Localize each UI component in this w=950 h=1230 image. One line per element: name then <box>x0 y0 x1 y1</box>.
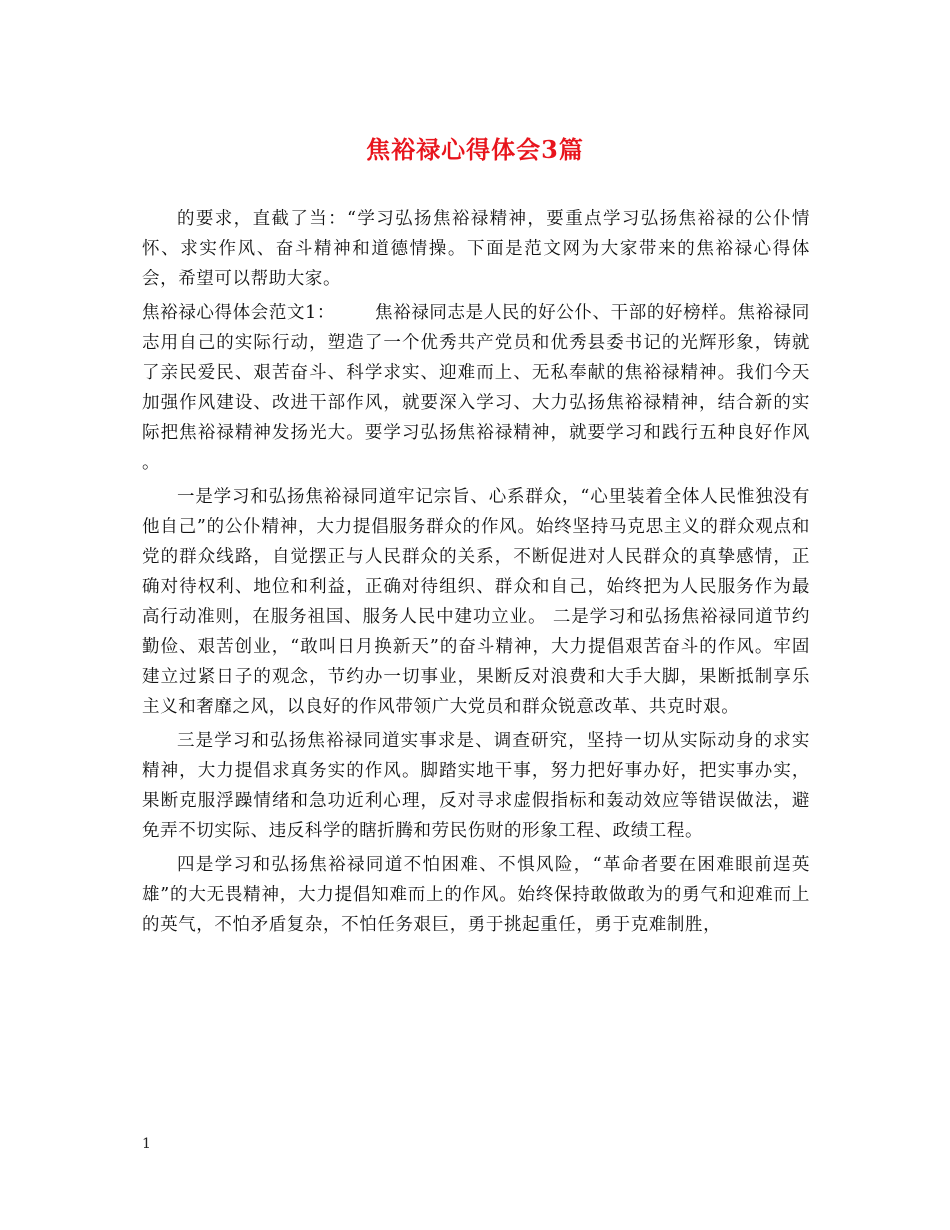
document-title: 焦裕禄心得体会3篇 <box>366 135 584 164</box>
page-number: 1 <box>142 1136 151 1152</box>
point-three-paragraph: 三是学习和弘扬焦裕禄同道实事求是、调查研究，坚持一切从实际动身的求实精神，大力提倡求真务实的作风。脚踏实地干事，努力把好事办好，把实事办实，果断克服浮躁情绪和急功近利心理，反对寻求虚假指标和轰动效应等错误做法，避免弄不切实际、违反科学的瞎折腾和劳民伤财的形象工程、政绩工程。 <box>142 731 810 841</box>
sample-paragraph <box>142 298 810 478</box>
point-one-two-paragraph: 一是学习和弘扬焦裕禄同道牢记宗旨、心系群众，“心里装着全体人民惟独没有他自己”的公仆精神，大力提倡服务群众的作风。始终坚持马克思主义的群众观点和党的群众线路，自觉摆正与人民群众的关系，不断促进对人民群众的真挚感情，正确对待权利、地位和利益，正确对待组织、群众和自己，始终把为人民服务作为最高行动准则，在服务祖国、服务人民中建功立业。 二是学习和弘扬焦裕禄同道节约勤俭、艰苦创业，“敢叫日月换新天”的奋斗精神，大力提倡艰苦奋斗的作风。牢固建立过紧日子的观念，节约办一切事业，果断反对浪费和大手大脚，果断抵制享乐主义和奢靡之风，以良好的作风带领广大党员和群众锐意改革、共克时艰。 <box>142 487 810 717</box>
sample-text: 焦裕禄同志是人民的好公仆、干部的好榜样。焦裕禄同志用自己的实际行动，塑造了一个优秀共产党员和优秀县委书记的光辉形象，铸就了亲民爱民、艰苦奋斗、科学求实、迎难而上、无私奉献的焦裕禄精神。我们今天加强作风建设、改进干部作风，就要深入学习、大力弘扬焦裕禄精神，结合新的实际把焦裕禄精神发扬光大。要学习弘扬焦裕禄精神，就要学习和践行五种良好作风 。 <box>142 303 811 473</box>
sample-label: 焦裕禄心得体会范文1： <box>142 303 336 323</box>
point-four-paragraph: 四是学习和弘扬焦裕禄同道不怕困难、不惧风险，“革命者要在困难眼前逞英雄”的大无畏精神，大力提倡知难而上的作风。始终保持敢做敢为的勇气和迎难而上的英气，不怕矛盾复杂，不怕任务艰巨，勇于挑起重任，勇于克难制胜， <box>142 855 810 935</box>
document-body <box>142 204 810 944</box>
intro-paragraph: 的要求，直截了当：“学习弘扬焦裕禄精神，要重点学习弘扬焦裕禄的公仆情怀、求实作风、奋斗精神和道德情操。下面是范文网为大家带来的焦裕禄心得体会，希望可以帮助大家。 <box>142 209 810 289</box>
